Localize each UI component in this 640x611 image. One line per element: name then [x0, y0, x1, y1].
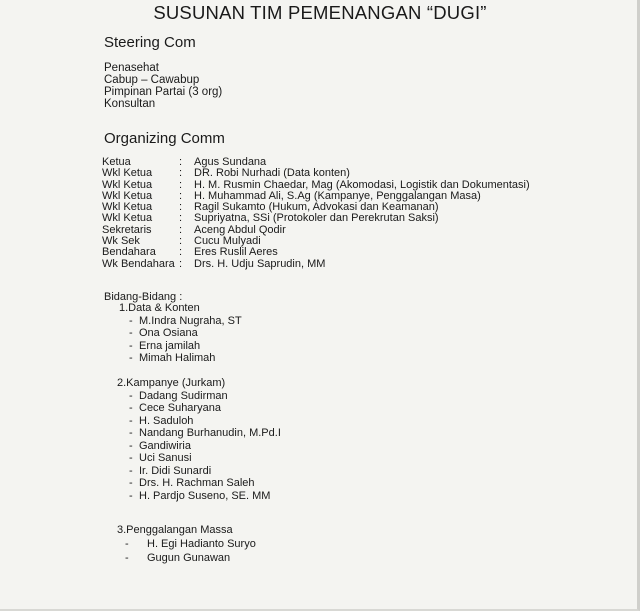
org-name: DR. Robi Nurhadi (Data konten) [194, 167, 350, 180]
member-name: Gugun Gunawan [147, 551, 231, 564]
member-name: Dadang Sudirman [139, 389, 228, 402]
dash: - [129, 327, 133, 339]
member-name: H. Saduloh [139, 414, 194, 427]
list-item [117, 537, 256, 551]
dash: - [129, 314, 133, 327]
list-item [129, 327, 242, 340]
member-name: Gandiwiria [139, 439, 191, 452]
org-role: Wk Bendahara [102, 257, 175, 270]
list-item [129, 490, 281, 503]
bidang-group-data-konten [119, 302, 242, 365]
org-name: H. M. Rusmin Chaedar, Mag (Akomodasi, Logistik dan Dokumentasi) [194, 178, 530, 191]
dash: - [129, 414, 133, 427]
org-role: Wkl Ketua [102, 167, 153, 180]
member-name: H. Egi Hadianto Suryo [147, 537, 256, 550]
org-role: Sekretaris [102, 223, 152, 236]
member-name: Erna jamilah [139, 339, 201, 352]
dash: - [129, 389, 133, 402]
org-name: H. Muhammad Ali, S.Ag (Kampanye, Penggalangan Masa) [194, 189, 481, 202]
list-item [129, 315, 242, 328]
steering-item: Cabup – Cawabup [104, 74, 200, 86]
dash: - [129, 352, 133, 364]
member-name: Uci Sanusi [139, 452, 192, 464]
dash: - [129, 402, 133, 414]
org-role: Wkl Ketua [102, 178, 153, 191]
group-title: 2.Kampanye (Jurkam) [117, 377, 226, 389]
org-role: Wk Sek [102, 235, 140, 248]
org-role: Wkl Ketua [102, 189, 153, 202]
dash: - [129, 427, 133, 439]
dash: - [129, 464, 133, 477]
steering-list [104, 62, 222, 110]
list-item [129, 390, 281, 403]
org-role: Wkl Ketua [102, 212, 153, 225]
org-name: Drs. H. Udju Saprudin, MM [194, 257, 326, 270]
steering-item: Konsultan [104, 98, 156, 110]
list-item [129, 452, 281, 465]
member-name: Ona Osiana [139, 327, 198, 339]
org-role: Ketua [102, 156, 131, 168]
list-item [129, 340, 242, 353]
org-colon: : [179, 201, 183, 214]
list-item [129, 440, 281, 453]
org-colon: : [179, 235, 183, 248]
list-item [129, 427, 281, 440]
member-name: Drs. H. Rachman Saleh [139, 477, 255, 489]
org-name: Ragil Sukamto (Hukum, Advokasi dan Keamanan) [194, 201, 439, 214]
organizing-heading: Organizing Comm [104, 130, 225, 147]
document-title: SUSUNAN TIM PEMENANGAN “DUGI” [153, 2, 487, 23]
bidang-label: Bidang-Bidang : [104, 291, 183, 303]
dash: - [125, 551, 129, 564]
list-item [129, 477, 281, 490]
list-item [129, 465, 281, 478]
member-name: Cece Suharyana [139, 402, 221, 414]
group-title: 1.Data & Konten [119, 302, 200, 314]
org-colon: : [179, 212, 183, 225]
dash: - [129, 339, 133, 352]
org-colon: : [179, 223, 183, 236]
list-item [117, 551, 233, 565]
dash: - [129, 489, 133, 502]
steering-item: Penasehat [104, 62, 159, 74]
member-name: M.Indra Nugraha, ST [139, 314, 242, 327]
org-name: Agus Sundana [194, 156, 267, 168]
list-item [129, 415, 281, 428]
dash: - [129, 439, 133, 452]
org-role: Wkl Ketua [102, 201, 153, 214]
list-item [129, 402, 281, 415]
member-name: Mimah Halimah [139, 352, 216, 364]
org-colon: : [179, 167, 183, 180]
org-colon: : [179, 246, 183, 259]
org-name: Supriyatna, SSi (Protokoler dan Perekrutan Saksi) [194, 212, 439, 225]
steering-heading: Steering Com [104, 34, 196, 51]
bidang-group-penggalangan [117, 524, 256, 565]
org-colon: : [179, 257, 183, 270]
org-name: Aceng Abdul Qodir [194, 223, 286, 236]
member-name: H. Pardjo Suseno, SE. MM [139, 489, 271, 502]
steering-item: Pimpinan Partai (3 org) [104, 86, 223, 98]
org-role: Bendahara [102, 246, 156, 259]
member-name: Nandang Burhanudin, M.Pd.I [139, 427, 281, 439]
group-title: 3.Penggalangan Massa [117, 524, 233, 536]
org-colon: : [179, 189, 183, 202]
member-name: Ir. Didi Sunardi [139, 464, 212, 477]
org-colon: : [179, 178, 183, 191]
bidang-group-kampanye [117, 377, 281, 502]
dash: - [129, 477, 133, 489]
list-item [129, 352, 242, 365]
org-name: Eres Ruslil Aeres [194, 246, 278, 259]
org-colon: : [179, 156, 183, 168]
dash: - [129, 452, 133, 464]
org-name: Cucu Mulyadi [194, 235, 261, 248]
dash: - [125, 537, 129, 550]
